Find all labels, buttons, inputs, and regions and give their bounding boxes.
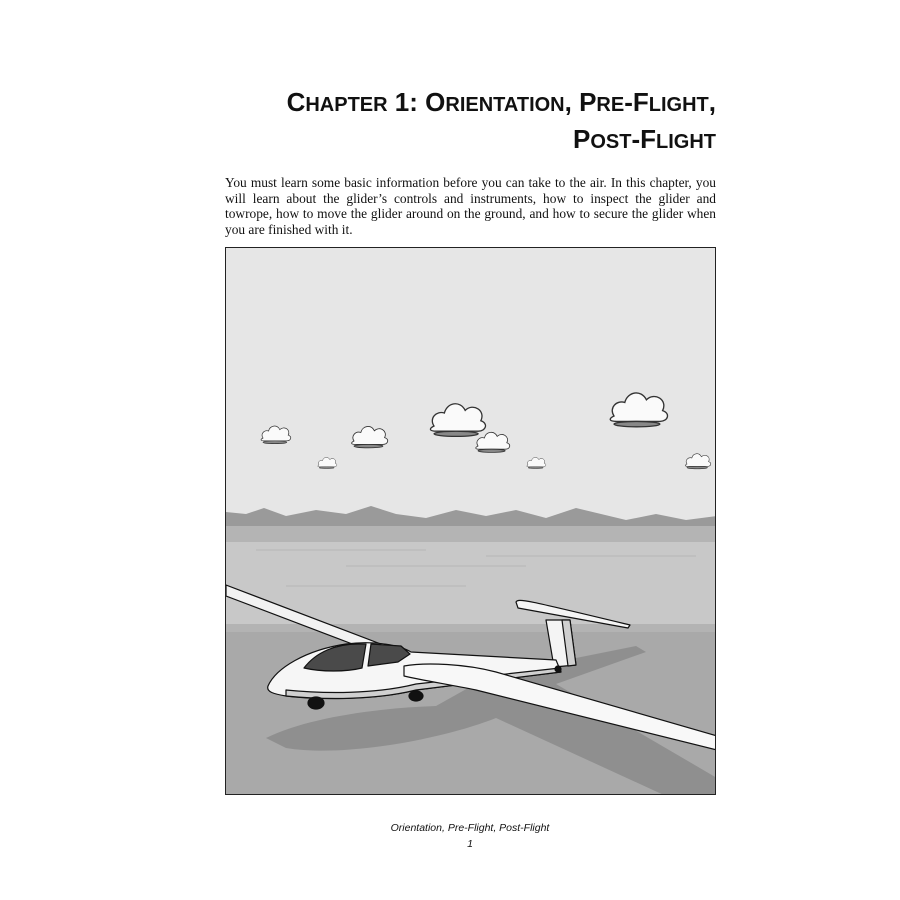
chapter-title-segment: OST [590, 131, 632, 153]
chapter-title-segment: , P [564, 87, 597, 117]
chapter-title-line-2 [200, 121, 716, 158]
chapter-title-segment: LIGHT [648, 94, 709, 116]
chapter-title-segment: C [286, 87, 306, 117]
page-number: 1 [467, 838, 473, 850]
far-ground [226, 542, 716, 624]
chapter-title-line-1 [200, 84, 716, 121]
mountain-haze [226, 526, 716, 544]
chapter-title-segment: P [572, 124, 591, 154]
chapter-title-segment: 1: O [387, 87, 446, 117]
chapter-title-segment: -F [624, 87, 649, 117]
chapter-title-segment: HAPTER [305, 94, 388, 116]
chapter-title-segment: RIENTATION [445, 94, 565, 116]
glider-illustration [225, 247, 716, 795]
intro-paragraph: You must learn some basic information before you can take to the air. In this chapter, you will learn about the glider’s controls and instruments, how to inspect the glider and towrope, how to move the glider around on the ground, and how to secure the glider when you are finished with it. [225, 175, 716, 237]
chapter-title-segment: -F [631, 124, 656, 154]
chapter-title-segment: RE [596, 94, 625, 116]
chapter-title [200, 84, 716, 158]
running-footer-title: Orientation, Pre-Flight, Post-Flight [390, 822, 550, 834]
chapter-title-segment: LIGHT [656, 131, 716, 153]
chapter-title-segment: , [708, 87, 716, 117]
